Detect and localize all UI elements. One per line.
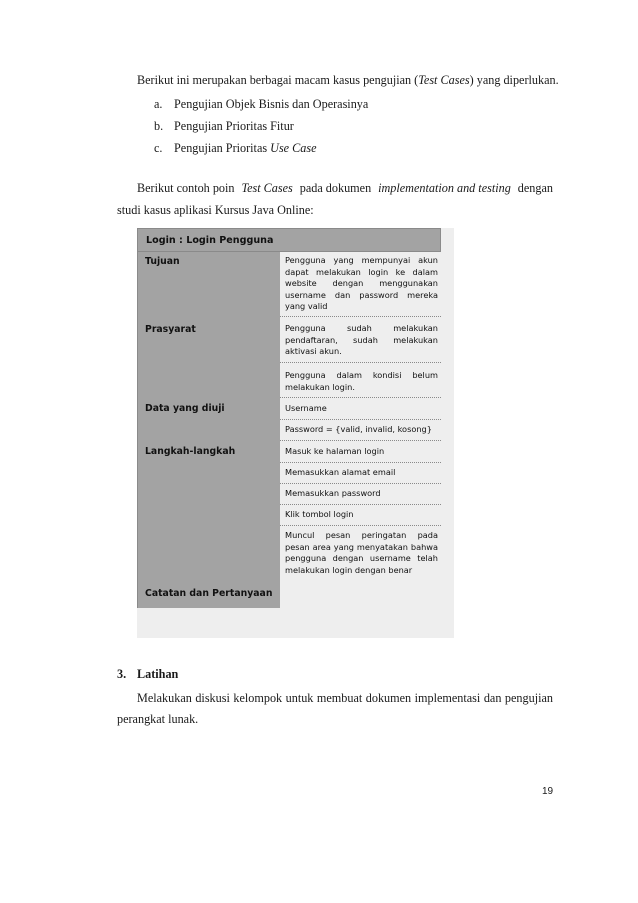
cell-line: pendaftaran, sudah melakukan: [285, 334, 438, 345]
row-separator: [280, 504, 441, 506]
cell-line: Muncul pesan peringatan pada: [285, 530, 438, 540]
cell-tujuan: [285, 255, 438, 313]
cell-langkah-1: Masuk ke halaman login: [285, 446, 385, 456]
list-item: [154, 140, 317, 156]
list-marker: c.: [154, 141, 163, 155]
label-prasyarat: Prasyarat: [145, 324, 196, 335]
row-separator: [280, 483, 441, 485]
list-marker: a.: [154, 97, 163, 111]
cell-langkah-4: Klik tombol login: [285, 509, 354, 519]
cell-line: melakukan login dengan benar: [285, 564, 413, 575]
cell-line: pengguna dengan username telah: [285, 553, 438, 563]
row-separator: [280, 316, 441, 318]
list-item: [154, 96, 368, 112]
example-paragraph-line1: [137, 180, 553, 196]
row-separator: [280, 397, 441, 399]
label-catatan: Catatan dan Pertanyaan: [145, 588, 273, 599]
para-text-em: Test Cases: [241, 181, 293, 195]
cell-line: yang valid: [285, 301, 328, 311]
cell-langkah-3: Memasukkan password: [285, 488, 381, 498]
cell-line: Pengguna sudah melakukan: [285, 323, 438, 333]
cell-langkah-2: Memasukkan alamat email: [285, 467, 396, 477]
list-text: Pengujian Prioritas: [174, 141, 271, 155]
label-langkah: Langkah-langkah: [145, 446, 236, 457]
table-header: Login : Login Pengguna: [137, 228, 441, 252]
label-tujuan: Tujuan: [145, 256, 180, 267]
list-item: [154, 118, 294, 134]
intro-text-pre: Berikut ini merupakan berbagai macam kasus pengujian (: [137, 73, 419, 87]
row-separator: [280, 419, 441, 421]
cell-line: username dan password mereka: [285, 289, 438, 300]
section-paragraph-line1: Melakukan diskusi kelompok untuk membuat dokumen implementasi dan pengujian: [137, 691, 553, 705]
table-label-column: [137, 252, 280, 608]
list-text: Pengujian Prioritas Fitur: [174, 119, 294, 133]
list-marker: b.: [154, 119, 164, 133]
section-heading: [117, 666, 178, 682]
intro-text-em: Test Cases: [418, 73, 470, 87]
cell-line: website dengan menggunakan: [285, 278, 438, 288]
row-separator: [280, 440, 441, 442]
cell-line: Pengguna dalam kondisi belum: [285, 370, 438, 380]
row-separator: [280, 362, 441, 364]
para-text: Berikut contoh poin: [137, 181, 235, 195]
para-text: pada dokumen: [299, 181, 372, 195]
cell-hasil: [285, 530, 438, 576]
section-title: Latihan: [137, 667, 179, 681]
example-paragraph-line2: studi kasus aplikasi Kursus Java Online:: [117, 203, 314, 217]
intro-paragraph: [137, 72, 559, 88]
row-separator: [280, 462, 441, 464]
para-text-em: implementation and testing: [378, 181, 511, 195]
row-separator: [280, 525, 441, 527]
list-text: Pengujian Objek Bisnis dan Operasinya: [174, 97, 369, 111]
cell-line: pesan area yang menyatakan bahwa: [285, 541, 438, 552]
cell-line: aktivasi akun.: [285, 346, 342, 356]
cell-line: Pengguna yang mempunyai akun: [285, 255, 438, 265]
page-number: 19: [542, 786, 554, 797]
section-paragraph-line2: perangkat lunak.: [117, 712, 199, 726]
para-text: dengan: [517, 181, 553, 195]
cell-line: dapat melakukan login ke dalam: [285, 266, 438, 277]
list-text-em: Use Case: [270, 141, 317, 155]
intro-text-post: ) yang diperlukan.: [469, 73, 559, 87]
cell-data-1: Username: [285, 403, 327, 413]
section-number: 3.: [117, 667, 127, 681]
label-data-diuji: Data yang diuji: [145, 403, 225, 414]
cell-data-2: Password = {valid, invalid, kosong}: [285, 424, 432, 434]
cell-prasyarat-1: [285, 323, 438, 358]
cell-prasyarat-2: [285, 370, 438, 393]
cell-line: melakukan login.: [285, 381, 355, 392]
